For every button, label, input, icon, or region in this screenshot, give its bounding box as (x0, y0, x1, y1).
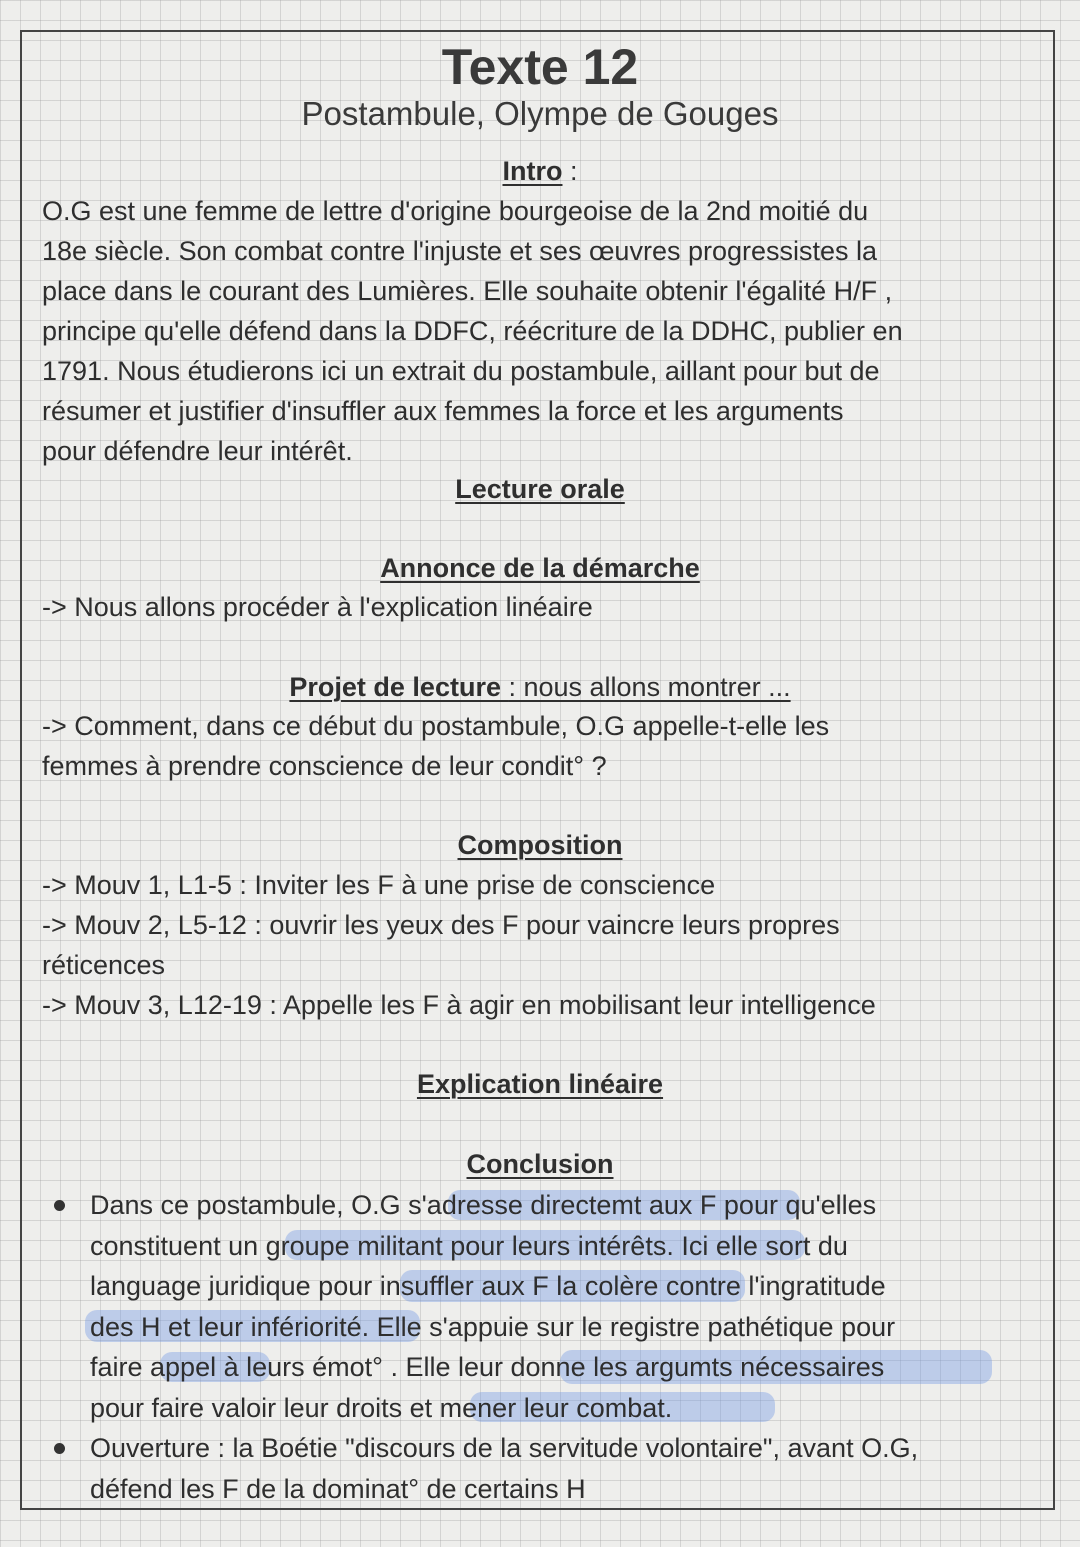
intro-line: 18e siècle. Son combat contre l'injuste et ses œuvres progressistes la (42, 236, 878, 266)
intro-heading (0, 156, 1080, 186)
projet-paragraph (42, 706, 1037, 786)
annonce-line: -> Nous allons procéder à l'explication linéaire (42, 592, 593, 622)
conclusion-heading (0, 1149, 1080, 1179)
conclusion-bullet (42, 1185, 1042, 1428)
annonce-paragraph (42, 587, 1037, 627)
composition-line: -> Mouv 2, L5-12 : ouvrir les yeux des F pour vaincre leurs propres (42, 910, 840, 940)
intro-paragraph (42, 191, 1037, 471)
conclusion-line: faire appel à leurs émot° . Elle leur donne les argumts nécessaires (90, 1352, 885, 1382)
intro-line: 1791. Nous étudierons ici un extrait du postambule, aillant pour but de (42, 356, 880, 386)
bullet-dot-icon (54, 1443, 65, 1454)
projet-heading-label: Projet de lecture (289, 672, 509, 702)
intro-line: O.G est une femme de lettre d'origine bourgeoise de la 2nd moitié du (42, 196, 869, 226)
projet-heading-suffix: : nous allons montrer ... (508, 672, 791, 702)
projet-heading (0, 672, 1080, 702)
composition-heading (0, 830, 1080, 860)
intro-line: place dans le courant des Lumières. Elle souhaite obtenir l'égalité H/F , (42, 276, 893, 306)
conclusion-line: des H et leur infériorité. Elle s'appuie sur le registre pathétique pour (90, 1311, 896, 1342)
intro-line: principe qu'elle défend dans la DDFC, réécriture de la DDHC, publier en (42, 316, 903, 346)
bullet-dot-icon (54, 1200, 65, 1211)
intro-line: résumer et justifier d'insuffler aux femmes la force et les arguments (42, 396, 844, 426)
conclusion-heading-label: Conclusion (466, 1149, 614, 1179)
projet-line: -> Comment, dans ce début du postambule, O.G appelle-t-elle les (42, 711, 830, 741)
conclusion-bullet (42, 1428, 1042, 1509)
intro-heading-suffix: : (562, 156, 578, 186)
intro-heading-label: Intro (502, 156, 563, 186)
conclusion-line: language juridique pour insuffler aux F la colère contre l'ingratitude (90, 1271, 886, 1301)
explication-heading (0, 1069, 1080, 1099)
composition-line: réticences (42, 950, 166, 980)
lecture-heading (0, 474, 1080, 504)
intro-line: pour défendre leur intérêt. (42, 436, 353, 466)
annonce-heading-label: Annonce de la démarche (380, 553, 700, 583)
composition-paragraph (42, 865, 1037, 1025)
page-title: Texte 12 (441, 39, 639, 95)
projet-line: femmes à prendre conscience de leur condit° ? (42, 751, 607, 781)
lecture-heading-label: Lecture orale (455, 474, 625, 504)
conclusion-line: Ouverture : la Boétie "discours de la servitude volontaire", avant O.G, (90, 1433, 919, 1463)
composition-heading-label: Composition (457, 830, 623, 860)
conclusion-line: pour faire valoir leur droits et mener leur combat. (90, 1392, 673, 1423)
conclusion-list (42, 1185, 1042, 1509)
page-subtitle: Postambule, Olympe de Gouges (301, 95, 779, 132)
composition-line: -> Mouv 3, L12-19 : Appelle les F à agir en mobilisant leur intelligence (42, 990, 876, 1020)
conclusion-line: Dans ce postambule, O.G s'adresse directemt aux F pour qu'elles (90, 1190, 877, 1220)
explication-heading-label: Explication linéaire (416, 1069, 664, 1099)
conclusion-line: défend les F de la dominat° de certains H (90, 1473, 586, 1504)
annonce-heading (0, 553, 1080, 583)
conclusion-line: constituent un groupe militant pour leurs intérêts. Ici elle sort du (90, 1230, 848, 1261)
composition-line: -> Mouv 1, L1-5 : Inviter les F à une prise de conscience (42, 870, 716, 900)
